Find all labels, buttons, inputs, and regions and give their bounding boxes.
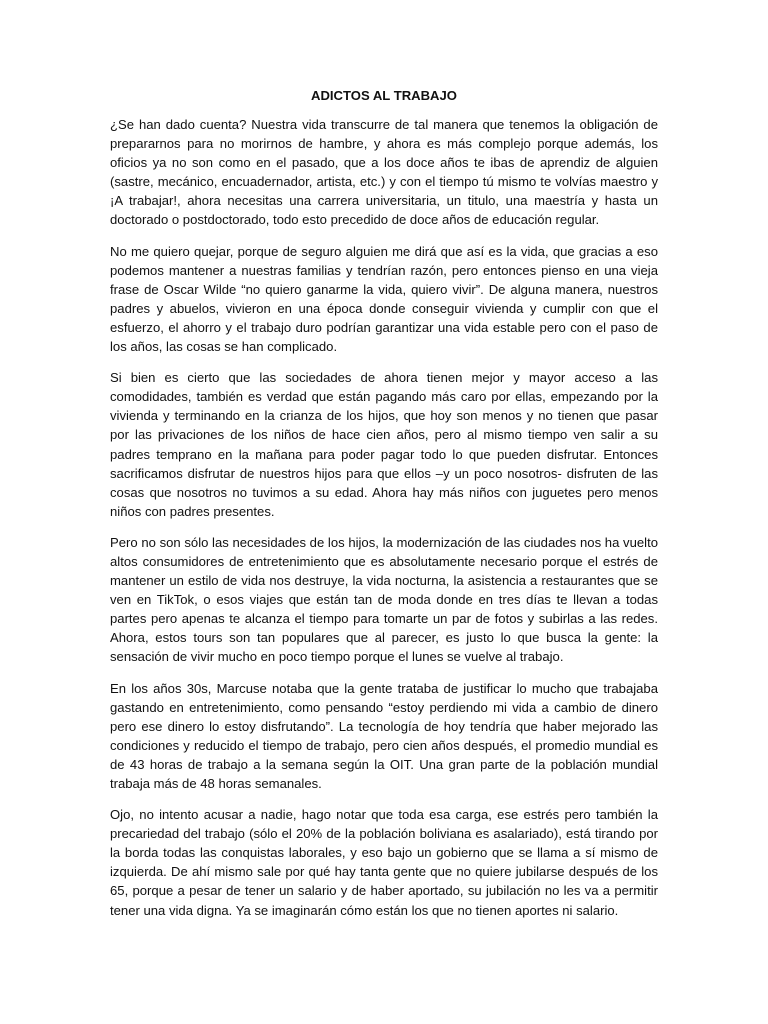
paragraph-3: Si bien es cierto que las sociedades de ahora tienen mejor y mayor acceso a las comodidades, también es verdad que están pagando más caro por ellas, empezando por la vivienda y terminando en la crianza de los hijos, que hoy son menos y no tienen que pasar por las privaciones de los niños de hace cien años, pero al mismo tiempo ven salir a su padres temprano en la mañana para poder pagar todo lo que pueden disfrutar. Entonces sacrificamos disfrutar de nuestros hijos para que ellos –y un poco nosotros- disfruten de las cosas que nosotros no tuvimos a su edad. Ahora hay más niños con juguetes pero menos niños con padres presentes. (110, 370, 658, 519)
paragraph-1: ¿Se han dado cuenta? Nuestra vida transcurre de tal manera que tenemos la obligación de prepararnos para no morirnos de hambre, y ahora es más complejo porque además, los oficios ya no son como en el pasado, que a los doce años te ibas de aprendiz de alguien (sastre, mecánico, encuadernador, artista, etc.) y con el tiempo tú mismo te volvías maestro y ¡A trabajar!, ahora necesitas una carrera universitaria, un titulo, una maestría y hasta un doctorado o postdoctorado, todo esto precedido de doce años de educación regular. (110, 117, 658, 228)
paragraph-4: Pero no son sólo las necesidades de los hijos, la modernización de las ciudades nos ha vuelto altos consumidores de entretenimiento que es absolutamente necesario porque el estrés de mantener un estilo de vida nos destruye, la vida nocturna, la asistencia a restaurantes que se ven en TikTok, o esos viajes que están tan de moda donde en tres días te llevan a todas partes pero apenas te alcanza el tiempo para tomarte un par de fotos y subirlas a las redes. Ahora, estos tours son tan populares que al parecer, es justo lo que busca la gente: la sensación de vivir mucho en poco tiempo porque el lunes se vuelve al trabajo. (110, 534, 658, 665)
paragraph-2: No me quiero quejar, porque de seguro alguien me dirá que así es la vida, que gracias a eso podemos mantener a nuestras familias y tendrían razón, pero entonces pienso en una vieja frase de Oscar Wilde “no quiero ganarme la vida, quiero vivir”. De alguna manera, nuestros padres y abuelos, vivieron en una época donde conseguir vivienda y cumplir con que el esfuerzo, el ahorro y el trabajo duro podrían garantizar una vida estable pero con el paso de los años, las cosas se han complicado. (110, 243, 658, 355)
paragraph-6: Ojo, no intento acusar a nadie, hago notar que toda esa carga, ese estrés pero también la precariedad del trabajo (sólo el 20% de la población boliviana es asalariado), está tirando por la borda todas las conquistas laborales, y eso bajo un gobierno que se llama a sí mismo de izquierda. De ahí mismo sale por qué hay tanta gente que no quiere jubilarse después de los 65, porque a pesar de tener un salario y de haber aportado, su jubilación no les va a permitir tener una vida digna. Ya se imaginarán cómo están los que no tienen aportes ni salario. (110, 807, 658, 918)
document-body (110, 86, 658, 932)
paragraph-5: En los años 30s, Marcuse notaba que la gente trataba de justificar lo mucho que trabajaba gastando en entretenimiento, como pensando “estoy perdiendo mi vida a cambio de dinero pero ese dinero lo estoy disfrutando”. La tecnología de hoy tendría que haber mejorado las condiciones y reducido el tiempo de trabajo, pero cien años después, el promedio mundial es de 43 horas de trabajo a la semana según la OIT. Una gran parte de la población mundial trabaja más de 48 horas semanales. (110, 680, 658, 791)
document-title: ADICTOS AL TRABAJO (311, 88, 457, 103)
